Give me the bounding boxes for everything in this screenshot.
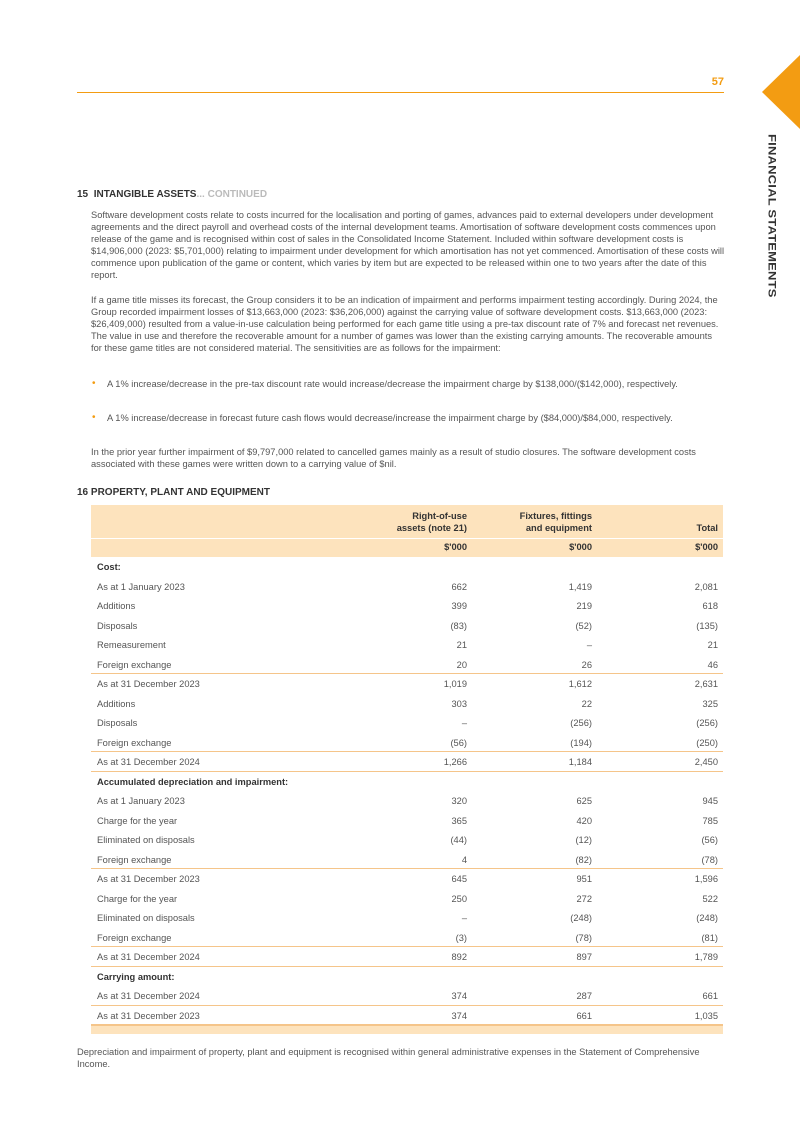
row-label: As at 31 December 2024 <box>97 952 200 962</box>
bullet-2-text: A 1% increase/decrease in forecast future cash flows would decrease/increase the impairment charge by ($84,000)/$84,000, respectively. <box>107 413 673 423</box>
row-value-col-3: (250) <box>696 737 718 748</box>
table-row <box>91 928 723 948</box>
table-row <box>91 947 723 967</box>
row-value-col-3: (56) <box>701 835 718 845</box>
row-value-col-2: 1,612 <box>568 679 592 689</box>
row-label: Accumulated depreciation and impairment: <box>97 776 289 787</box>
table-section-row <box>91 967 723 987</box>
row-label: Disposals <box>97 718 138 728</box>
section-15-paragraph-2: If a game title misses its forecast, the Group considers it to be an indication of impairment and performs impairment testing accordingly. During 2024, the Group recorded impairment losses of $13,663,000 (2023: $36,206,000) against the carrying value of software development costs. $13,663,000 (2023: $26,409,000) resulted from a value-in-use calculation being performed for each game title using a pre-tax discount rate of 7% and forecast net revenues. The value in use and therefore the recoverable amount for a number of games was lower than the existing carrying amounts. The recoverable amounts for these game titles are not considered material. The sensitivities are as follows for the impairment: <box>91 295 719 353</box>
table-row <box>91 694 723 714</box>
row-value-col-1: (56) <box>450 737 467 748</box>
row-value-col-1: 892 <box>451 952 467 962</box>
row-value-col-1: 320 <box>451 796 467 806</box>
row-value-col-2: 420 <box>576 815 592 826</box>
table-row <box>91 733 723 753</box>
table-row <box>91 791 723 811</box>
col-header-right-of-use <box>377 510 467 534</box>
row-value-col-1: 4 <box>461 854 467 865</box>
row-value-col-1: 21 <box>456 640 467 650</box>
bullet-dot-icon: • <box>92 378 96 389</box>
section-15-bullet-1 <box>91 378 711 390</box>
row-label: Foreign exchange <box>97 659 172 670</box>
table-row <box>91 616 723 636</box>
row-value-col-1: – <box>461 913 467 923</box>
row-value-col-2: 661 <box>576 1010 592 1021</box>
col-header-total <box>628 522 718 534</box>
table-row <box>91 635 723 655</box>
row-value-col-3: 2,081 <box>694 581 718 592</box>
row-value-col-1: 250 <box>451 893 467 904</box>
row-value-col-3: (256) <box>696 718 718 728</box>
row-label: As at 1 January 2023 <box>97 796 185 806</box>
table-row <box>91 674 723 694</box>
row-value-col-1: 303 <box>451 698 467 709</box>
row-value-col-1: 662 <box>451 581 467 592</box>
row-value-col-2: 897 <box>576 952 592 962</box>
table-footer-band <box>91 1025 723 1034</box>
bullet-1-text: A 1% increase/decrease in the pre-tax discount rate would increase/decrease the impairment charge by $138,000/($142,000), respectively. <box>107 379 678 389</box>
table-body <box>91 557 723 1025</box>
row-value-col-3: 1,596 <box>694 874 718 884</box>
header-unit-rule <box>91 538 723 539</box>
section-15-paragraph-3: In the prior year further impairment of $9,797,000 related to cancelled games mainly as a result of studio closures. The software development costs associated with these games were written down to a carrying value of $nil. <box>91 447 696 469</box>
row-value-col-1: 20 <box>456 659 467 670</box>
row-label: Foreign exchange <box>97 854 172 865</box>
col1-line2: assets (note 21) <box>396 523 467 533</box>
section-16-heading: 16 PROPERTY, PLANT AND EQUIPMENT <box>77 487 270 498</box>
col3-line2: Total <box>696 523 718 533</box>
row-value-col-2: (194) <box>570 737 592 748</box>
section-15-continued: ... CONTINUED <box>196 189 268 200</box>
row-label: Additions <box>97 601 136 611</box>
table-row <box>91 986 723 1006</box>
row-value-col-3: 945 <box>702 796 718 806</box>
row-label: Charge for the year <box>97 893 178 904</box>
row-value-col-1: 399 <box>451 601 467 611</box>
col2-unit: $'000 <box>569 542 592 552</box>
col2-line2: and equipment <box>525 523 592 533</box>
row-value-col-2: 287 <box>576 991 592 1001</box>
row-value-col-1: 365 <box>451 815 467 826</box>
row-value-col-3: (135) <box>696 620 718 631</box>
row-value-col-2: (52) <box>575 620 592 631</box>
row-value-col-1: (83) <box>450 620 467 631</box>
row-value-col-3: 522 <box>702 893 718 904</box>
row-value-col-3: 2,450 <box>694 757 718 767</box>
table-section-row <box>91 557 723 577</box>
row-value-col-1: (3) <box>455 932 467 943</box>
row-label: Cost: <box>97 562 121 572</box>
row-value-col-2: 1,419 <box>568 581 592 592</box>
row-label: As at 31 December 2024 <box>97 991 200 1001</box>
table-section-row <box>91 772 723 792</box>
row-value-col-2: 26 <box>581 659 592 670</box>
row-label: Foreign exchange <box>97 737 172 748</box>
row-value-col-2: (248) <box>570 913 592 923</box>
section-15-heading <box>77 189 267 200</box>
row-value-col-2: (82) <box>575 854 592 865</box>
row-value-col-1: 645 <box>451 874 467 884</box>
table-row <box>91 655 723 675</box>
row-label: As at 31 December 2024 <box>97 757 200 767</box>
table-row <box>91 577 723 597</box>
row-label: Foreign exchange <box>97 932 172 943</box>
row-value-col-3: 1,789 <box>694 952 718 962</box>
section-15-number: 15 <box>77 189 89 200</box>
row-value-col-3: 661 <box>702 991 718 1001</box>
row-label: Additions <box>97 698 136 709</box>
table-row <box>91 869 723 889</box>
row-value-col-2: (78) <box>575 932 592 943</box>
row-value-col-2: 951 <box>576 874 592 884</box>
ppe-table <box>91 505 723 1034</box>
table-row <box>91 811 723 831</box>
row-value-col-2: 1,184 <box>568 757 592 767</box>
row-value-col-3: 46 <box>707 659 718 670</box>
col2-line1: Fixtures, fittings <box>519 511 592 521</box>
row-value-col-1: 1,019 <box>443 679 467 689</box>
row-value-col-3: (78) <box>701 854 718 865</box>
col3-unit: $'000 <box>695 542 718 552</box>
row-value-col-1: 374 <box>451 991 467 1001</box>
row-label: Eliminated on disposals <box>97 913 195 923</box>
row-label: As at 31 December 2023 <box>97 1010 200 1021</box>
row-label: Eliminated on disposals <box>97 835 195 845</box>
row-label: As at 31 December 2023 <box>97 679 200 689</box>
section-15-paragraph-1: Software development costs relate to costs incurred for the localisation and porting of games, advances paid to external developers under development agreements and the direct payroll and overhead costs of the internal development teams. Amortisation of software development costs commences upon release of the game and is recognised within cost of sales in the Consolidated Income Statement. Included within software development costs is $14,906,000 (2023: $5,701,000) relating to impairment under development for which amortisation has not yet commenced. Amortisation of these costs will commence upon publication of the game or content, which varies by item but are expected to be released within one to two years after the date of this report. <box>91 210 725 280</box>
row-value-col-3: 2,631 <box>694 679 718 689</box>
page-number: 57 <box>711 76 724 88</box>
row-label: Charge for the year <box>97 815 178 826</box>
row-label: Remeasurement <box>97 640 166 650</box>
bullet-dot-icon: • <box>92 412 96 423</box>
table-row <box>91 752 723 772</box>
row-value-col-1: (44) <box>450 835 467 845</box>
row-value-col-2: (256) <box>570 718 592 728</box>
row-value-col-3: (81) <box>701 932 718 943</box>
row-value-col-2: 272 <box>576 893 592 904</box>
row-value-col-2: 219 <box>576 601 592 611</box>
row-value-col-1: 374 <box>451 1010 467 1021</box>
row-value-col-3: (248) <box>696 913 718 923</box>
side-section-title: FINANCIAL STATEMENTS <box>766 134 779 298</box>
table-row <box>91 850 723 870</box>
row-value-col-2: (12) <box>575 835 592 845</box>
corner-tab-triangle <box>762 55 800 129</box>
row-value-col-3: 785 <box>702 815 718 826</box>
section-15-title: INTANGIBLE ASSETS <box>93 189 197 200</box>
table-row <box>91 1006 723 1026</box>
row-label: As at 31 December 2023 <box>97 874 200 884</box>
row-value-col-2: 22 <box>581 698 592 709</box>
col1-unit: $'000 <box>444 542 467 552</box>
row-label: Disposals <box>97 620 138 631</box>
section-15-bullet-2 <box>91 412 711 424</box>
row-value-col-3: 1,035 <box>694 1010 718 1021</box>
section-16-footnote: Depreciation and impairment of property, plant and equipment is recognised within general administrative expenses in the Statement of Comprehensive Income. <box>77 1047 700 1069</box>
row-value-col-2: 625 <box>576 796 592 806</box>
row-value-col-3: 618 <box>702 601 718 611</box>
col1-line1: Right-of-use <box>412 511 467 521</box>
row-value-col-1: – <box>461 718 467 728</box>
table-row <box>91 713 723 733</box>
row-value-col-3: 21 <box>707 640 718 650</box>
row-label: As at 1 January 2023 <box>97 581 185 592</box>
row-value-col-3: 325 <box>702 698 718 709</box>
header-rule <box>77 92 724 93</box>
table-header <box>91 505 723 557</box>
table-row <box>91 830 723 850</box>
col-header-fixtures <box>472 510 592 534</box>
row-value-col-2: – <box>586 640 592 650</box>
table-row <box>91 908 723 928</box>
table-row <box>91 889 723 909</box>
row-value-col-1: 1,266 <box>443 757 467 767</box>
row-label: Carrying amount: <box>97 971 175 982</box>
table-row <box>91 596 723 616</box>
